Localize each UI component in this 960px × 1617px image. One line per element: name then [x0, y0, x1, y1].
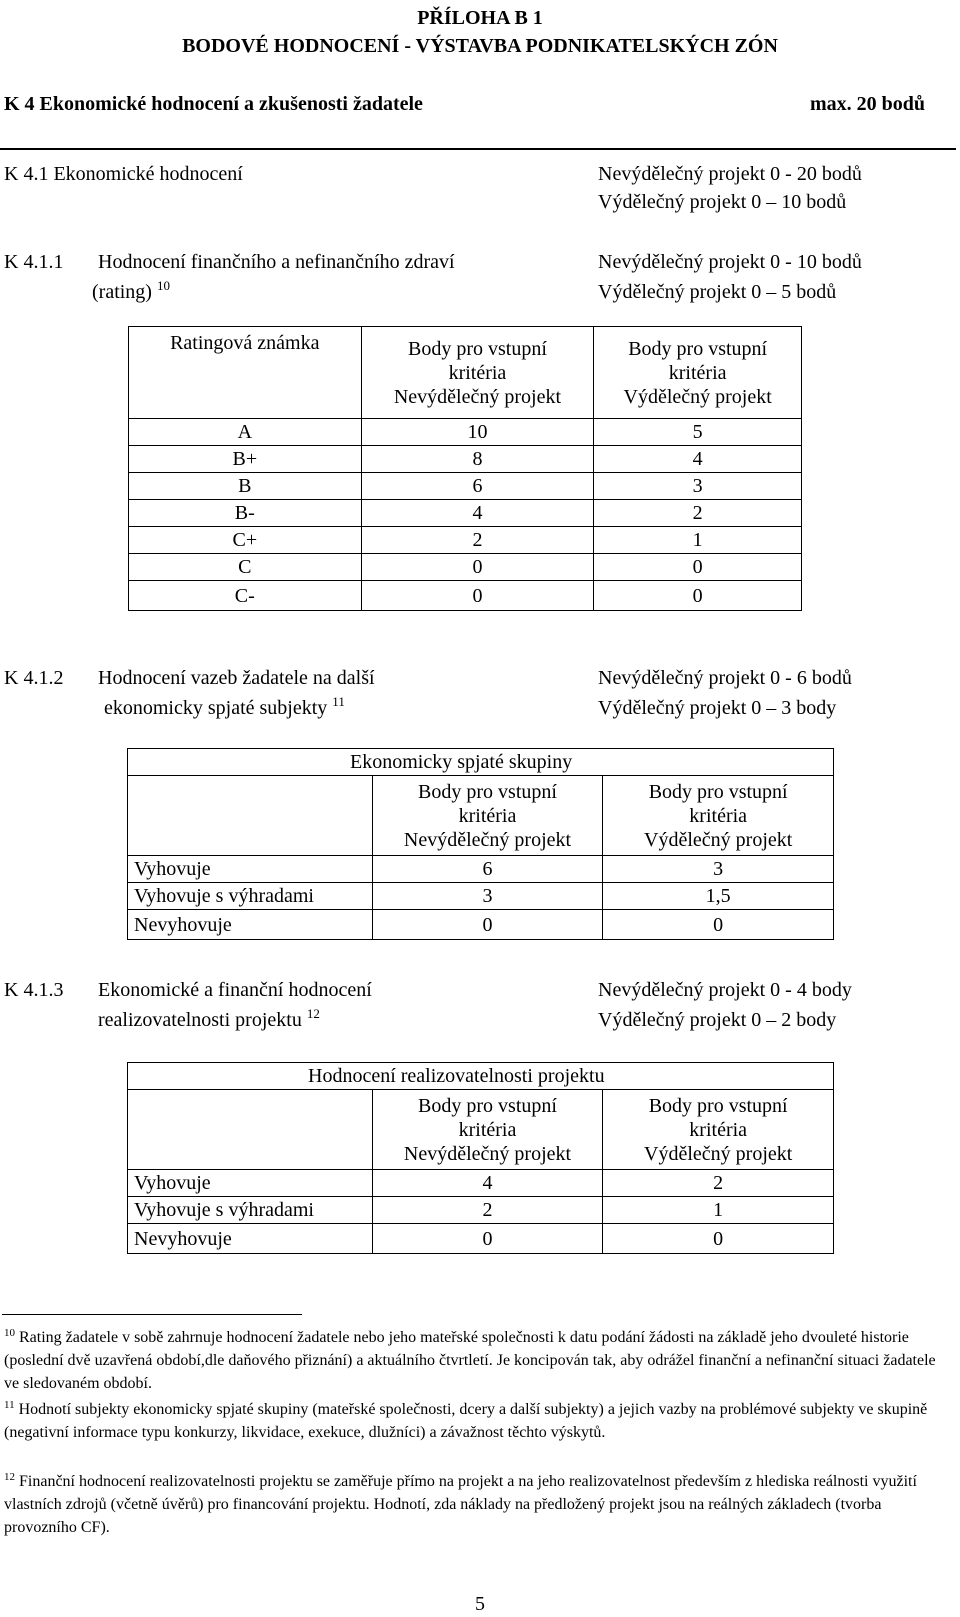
table-row: [128, 883, 834, 910]
row-label: Vyhovuje: [128, 1170, 373, 1197]
k413-profit-points: Výdělečný projekt 0 – 2 body: [598, 1009, 837, 1031]
grade-cell: C+: [129, 527, 362, 554]
k411-number: K 4.1.1: [4, 251, 64, 273]
table-row: [128, 1197, 834, 1224]
grade-cell: B+: [129, 446, 362, 473]
profit-cell: 5: [594, 419, 802, 446]
nonprofit-cell: 0: [361, 581, 594, 611]
related-groups-heading: Ekonomicky spjaté skupiny: [128, 749, 834, 776]
table-row: [128, 1170, 834, 1197]
header-divider: [0, 148, 956, 150]
footnote-10: $^{10}$ Rating žadatele v sobě zahrnuje hodnocení žadatele nebo jeho mateřské společnosti k datu podání žádosti na základě jeho dvouleté historie (poslední dvě uzavřená období,dle daňového přiznání) a aktuálního čtvrtletí. Je koncipován tak, aby odrážel finanční a nefinanční situaci žadatele ve sledovaném období.: [4, 1327, 936, 1392]
grade-cell: C: [129, 554, 362, 581]
feasibility-table: [127, 1062, 834, 1254]
grade-cell: B: [129, 473, 362, 500]
feasibility-header-nonprofit: Body pro vstupní kritéria Nevýdělečný projekt: [372, 1090, 603, 1170]
k41-label: K 4.1 Ekonomické hodnocení: [4, 163, 243, 185]
row-label: Nevyhovuje: [128, 910, 373, 940]
grade-cell: B-: [129, 500, 362, 527]
profit-cell: 1: [594, 527, 802, 554]
profit-cell: 0: [594, 581, 802, 611]
nonprofit-cell: 10: [361, 419, 594, 446]
table-row: [128, 856, 834, 883]
footnote-separator: [2, 1314, 302, 1315]
grade-cell: A: [129, 419, 362, 446]
empty-cell: [128, 1090, 373, 1170]
grade-cell: C-: [129, 581, 362, 611]
feasibility-heading: Hodnocení realizovatelnosti projektu: [128, 1063, 834, 1090]
profit-cell: 0: [603, 910, 834, 940]
table-row: [129, 581, 802, 611]
profit-cell: 2: [594, 500, 802, 527]
appendix-label: PŘÍLOHA B 1: [417, 7, 543, 29]
k413-title-line2: realizovatelnosti projektu $^{12}$: [98, 1006, 320, 1031]
k411-title-line2: (rating) $^{10}$: [92, 278, 170, 303]
k41-profit-points: Výdělečný projekt 0 – 10 bodů: [598, 191, 847, 213]
table-row: [129, 527, 802, 554]
k412-profit-points: Výdělečný projekt 0 – 3 body: [598, 697, 837, 719]
table-row: [129, 446, 802, 473]
k412-nonprofit-points: Nevýdělečný projekt 0 - 6 bodů: [598, 667, 852, 689]
table-row: [129, 500, 802, 527]
related-groups-table: [127, 748, 834, 940]
k411-title-line1: Hodnocení finančního a nefinančního zdraví: [98, 251, 455, 273]
profit-cell: 0: [603, 1224, 834, 1254]
nonprofit-cell: 6: [372, 856, 603, 883]
footnote-ref-10: 10: [156, 278, 170, 293]
k412-title-line1: Hodnocení vazeb žadatele na další: [98, 667, 375, 689]
k41-nonprofit-points: Nevýdělečný projekt 0 - 20 bodů: [598, 163, 862, 185]
rating-table-header-profit: Body pro vstupní kritéria Výdělečný projekt: [594, 327, 802, 419]
rating-table-header-grade: Ratingová známka: [129, 327, 362, 419]
nonprofit-cell: 8: [361, 446, 594, 473]
row-label: Nevyhovuje: [128, 1224, 373, 1254]
k411-nonprofit-points: Nevýdělečný projekt 0 - 10 bodů: [598, 251, 862, 273]
profit-cell: 3: [603, 856, 834, 883]
row-label: Vyhovuje: [128, 856, 373, 883]
nonprofit-cell: 2: [372, 1197, 603, 1224]
table-row: [128, 1224, 834, 1254]
criterion-max-points: max. 20 bodů: [810, 93, 926, 115]
profit-cell: 3: [594, 473, 802, 500]
page-number: 5: [475, 1593, 485, 1615]
footnote-12: $^{12}$ Finanční hodnocení realizovatelnosti projektu se zaměřuje přímo na projekt a na jeho realizovatelnost především z hlediska reálnosti využití vlastních zdrojů (včetně úvěrů) pro financování projektu. Hodnotí, zda náklady na předložený projekt jsou na reálných základech (tvorba provozního CF).: [4, 1471, 917, 1536]
rating-table-header-nonprofit: Body pro vstupní kritéria Nevýdělečný projekt: [361, 327, 594, 419]
k413-title-line1: Ekonomické a finanční hodnocení: [98, 979, 372, 1001]
rating-table: [128, 326, 802, 611]
table-row: [129, 419, 802, 446]
row-label: Vyhovuje s výhradami: [128, 1197, 373, 1224]
row-label: Vyhovuje s výhradami: [128, 883, 373, 910]
document-title: BODOVÉ HODNOCENÍ - VÝSTAVBA PODNIKATELSKÝCH ZÓN: [182, 35, 778, 57]
nonprofit-cell: 0: [372, 910, 603, 940]
nonprofit-cell: 4: [361, 500, 594, 527]
nonprofit-cell: 0: [361, 554, 594, 581]
profit-cell: 2: [603, 1170, 834, 1197]
profit-cell: 1,5: [603, 883, 834, 910]
table-row: [128, 910, 834, 940]
related-groups-header-nonprofit: Body pro vstupní kritéria Nevýdělečný projekt: [372, 776, 603, 856]
nonprofit-cell: 0: [372, 1224, 603, 1254]
k413-number: K 4.1.3: [4, 979, 64, 1001]
nonprofit-cell: 2: [361, 527, 594, 554]
profit-cell: 4: [594, 446, 802, 473]
k412-title-line2: ekonomicky spjaté subjekty $^{11}$: [104, 694, 345, 719]
footnote-11: $^{11}$ Hodnotí subjekty ekonomicky spjaté skupiny (mateřské společnosti, dcery a další subjekty) a jejich vazby na problémové subjekty ve skupině (negativní informace typu konkurzy, likvidace, exekuce, dlužníci) a závažnost těchto výskytů.: [4, 1399, 928, 1441]
k411-profit-points: Výdělečný projekt 0 – 5 bodů: [598, 281, 837, 303]
table-row: [129, 554, 802, 581]
nonprofit-cell: 6: [361, 473, 594, 500]
profit-cell: 1: [603, 1197, 834, 1224]
table-row: [129, 473, 802, 500]
k413-nonprofit-points: Nevýdělečný projekt 0 - 4 body: [598, 979, 852, 1001]
related-groups-header-profit: Body pro vstupní kritéria Výdělečný projekt: [603, 776, 834, 856]
nonprofit-cell: 4: [372, 1170, 603, 1197]
empty-cell: [128, 776, 373, 856]
footnote-ref-12: 12: [306, 1006, 320, 1021]
nonprofit-cell: 3: [372, 883, 603, 910]
feasibility-header-profit: Body pro vstupní kritéria Výdělečný projekt: [603, 1090, 834, 1170]
profit-cell: 0: [594, 554, 802, 581]
footnote-ref-11: 11: [332, 694, 345, 709]
criterion-title: K 4 Ekonomické hodnocení a zkušenosti žadatele: [4, 93, 423, 115]
k412-number: K 4.1.2: [4, 667, 64, 689]
